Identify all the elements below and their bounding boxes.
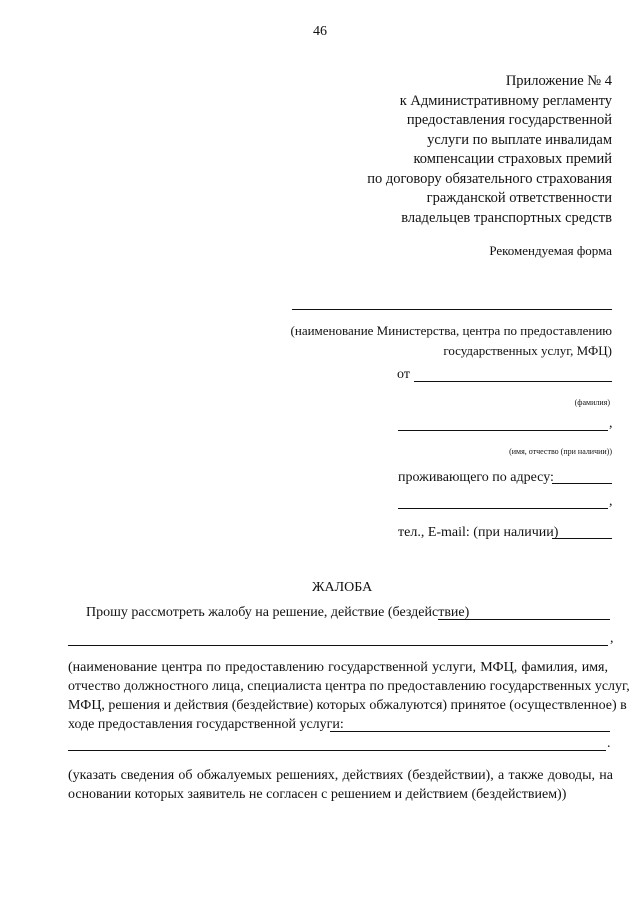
page-number: 46: [313, 24, 327, 39]
phone-label: тел., E-mail: (при наличии): [398, 525, 559, 540]
name-field-comma: ,: [609, 416, 613, 431]
appendix-line: к Административному регламенту: [399, 92, 612, 109]
addressee-caption: [291, 321, 612, 361]
recommended-form-label: Рекомендуемая форма: [489, 243, 612, 258]
complaint-subject-field-2[interactable]: [68, 645, 608, 646]
phone-field[interactable]: [552, 538, 612, 539]
addressee-caption-line: государственных услуг, МФЦ): [443, 343, 612, 358]
addressee-field[interactable]: [292, 309, 612, 310]
complaint-explanation-line: МФЦ, решения и действия (бездействие) которых обжалуются) принятое (осуществленное) в: [68, 698, 627, 713]
appendix-line: предоставления государственной: [406, 112, 612, 128]
appendix-line: владельцев транспортных средств: [401, 209, 612, 226]
address-field-1[interactable]: [552, 483, 612, 484]
appendix-line: компенсации страховых премий: [413, 151, 612, 167]
complaint-explanation-line: (наименование центра по предоставлению государственной услуги, МФЦ, фамилия, имя,: [68, 660, 608, 675]
addressee-caption-line: (наименование Министерства, центра по предоставлению: [290, 323, 612, 338]
decision-field-2[interactable]: [68, 750, 606, 751]
complaint-explanation-line: отчество должностного лица, специалиста центра по предоставлению государственных услуг,: [68, 679, 630, 694]
complaint-explanation-line: ходе предоставления государственной услуги:: [68, 717, 344, 732]
name-field[interactable]: [398, 430, 608, 431]
address-label: проживающего по адресу:: [398, 470, 554, 485]
surname-caption: (фамилия): [574, 398, 610, 407]
complaint-title: ЖАЛОБА: [312, 580, 373, 595]
complaint-note-line: (указать сведения об обжалуемых решениях, действиях (бездействии), а также доводы, на: [68, 768, 613, 783]
address-comma: ,: [609, 494, 613, 509]
appendix-line: Приложение № 4: [505, 73, 612, 89]
complaint-subject-comma: ,: [610, 631, 614, 646]
decision-field-1[interactable]: [330, 731, 610, 732]
appendix-line: услуги по выплате инвалидам: [427, 131, 612, 148]
complaint-subject-field-1[interactable]: [438, 619, 610, 620]
complaint-note-line: основании которых заявитель не согласен с решением и действием (бездействием)): [68, 787, 567, 802]
name-caption: (имя, отчество (при наличии)): [509, 447, 612, 456]
decision-period: .: [607, 736, 611, 751]
appendix-line: по договору обязательного страхования: [367, 170, 612, 187]
from-label: от: [397, 367, 410, 382]
complaint-request-text: Прошу рассмотреть жалобу на решение, действие (бездействие): [86, 605, 470, 620]
address-field-2[interactable]: [398, 508, 608, 509]
appendix-line: гражданской ответственности: [426, 190, 612, 206]
surname-field[interactable]: [414, 381, 612, 382]
appendix-header: [367, 72, 612, 228]
